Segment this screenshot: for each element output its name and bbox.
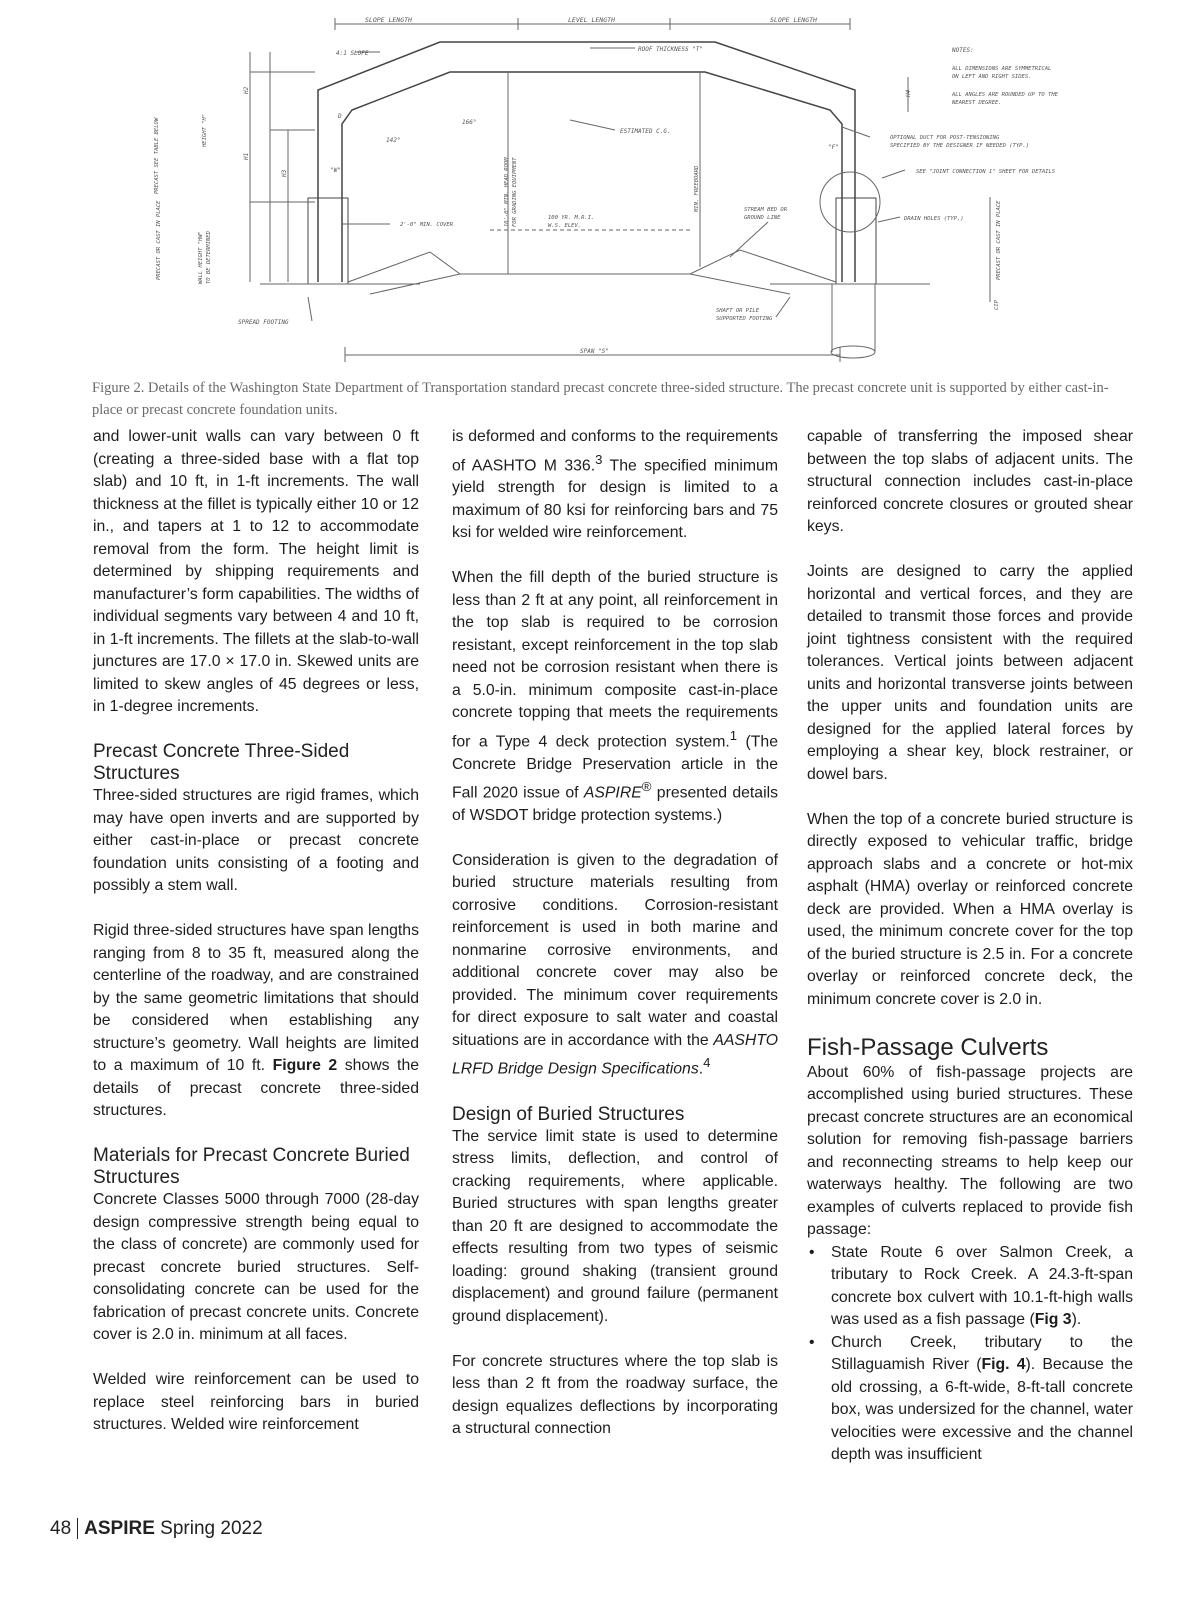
figure-label-spread-footing: SPREAD FOOTING [238, 319, 289, 326]
figure-label-w: "W" [330, 167, 341, 174]
section-heading-three-sided: Precast Concrete Three-Sided Structures [93, 741, 350, 784]
punctuation: . [698, 1060, 704, 1078]
list-item [807, 1332, 1133, 1467]
figure-label-precast-see-table: PRECAST SEE TABLE BELOW [154, 117, 160, 194]
figure-label-d: D [338, 113, 342, 120]
figure-caption: Figure 2. Details of the Washington State Department of Transportation standard precast concrete three-sided structure. The precast concrete unit is supported by either cast-in-place or precast concrete foundation units. [92, 380, 1109, 418]
list-item [807, 1242, 1133, 1332]
reference-superscript: 4 [703, 1055, 711, 1071]
figure-label-angle-166: 166° [462, 119, 477, 126]
figure-label-optional-duct-b: SPECIFIED BY THE DESIGNER IF NEEDED (TYP.) [890, 143, 1030, 149]
figure-label-notes-title: NOTES: [952, 47, 974, 54]
figure-label-note2b: NEAREST DEGREE. [952, 100, 1002, 106]
paragraph-text: (The Concrete Bridge Preservation article in the Fall 2020 issue of [452, 733, 778, 802]
section-heading-fish-passage: Fish-Passage Culverts [807, 1033, 1049, 1061]
reference-superscript: 1 [729, 727, 738, 743]
paragraph: Three-sided structures are rigid frames, which may have open inverts and are supported by either cast-in-place or precast concrete foundation units consisting of a footing and possibly a stem wall. [93, 787, 419, 894]
figure-label-level-length: LEVEL LENGTH [568, 16, 615, 24]
paragraph: When the top of a concrete buried structure is directly exposed to vehicular traffic, bridge approach slabs and a concrete or hot-mix asphalt (HMA) overlay or reinforced concrete deck are provided. When a HMA overlay is used, the minimum concrete cover for the top of the buried structure is 2.5 in. For a concrete overlay or reinforced concrete deck, the minimum concrete cover is 2.0 in. [807, 810, 1133, 1008]
figure-reference: Fig. 4 [981, 1356, 1026, 1373]
figure-label-precast-or-cip-left: PRECAST OR CAST IN PLACE [156, 200, 162, 280]
specification-title: AASHTO LRFD Bridge Design Specifications [452, 1031, 778, 1078]
page-number: 48 [50, 1518, 78, 1539]
figure-label-h4: H4 [905, 89, 912, 97]
figure-label-note1b: ON LEFT AND RIGHT SIDES. [952, 74, 1032, 80]
figure-reference: Fig 3 [1034, 1311, 1072, 1328]
paragraph: and lower-unit walls can vary between 0 ft (creating a three-sided base with a flat top slab) and 10 ft, in 1-ft increments. The wall thickness at the fillet is typically either 10 or 12 in., and tapers at 1 to 12 to accommodate removal from the form. The height limit is determined by shipping requirements and manufacturer’s form capabilities. The widths of individual segments vary between 4 and 10 ft, in 1-ft increments. The fillets at the slab-to-wall junctures are 17.0 × 17.0 in. Skewed units are limited to skew angles of 45 degrees or less, in 1-degree increments. [93, 428, 419, 715]
paragraph-text: is deformed and conforms to the requirements of AASHTO M 336. [452, 428, 778, 474]
figure-label-stream-bed-a: STREAM BED OR [744, 207, 788, 213]
paragraph: Welded wire reinforcement can be used to replace steel reinforcing bars in buried structures. Welded wire reinforcement [93, 1371, 419, 1433]
paragraph: About 60% of fish-passage projects are accomplished using buried structures. These precast concrete structures are an economical solution for removing fish-passage barriers and reconnecting streams to help keep our waterways healthy. The following are two examples of culverts replaced to provide fish passage: [807, 1063, 1133, 1238]
paragraph-text: Consideration is given to the degradation of buried structure materials resulting from corrosive conditions. Corrosion-resistant reinforcement is used in both marine and nonmarine corrosive environments, and additional concrete cover may also be provided. The minimum cover requirements for direct exposure to salt water and coastal situations are in accordance with the [452, 851, 778, 1049]
figure-label-shaft-b: SUPPORTED FOOTING [716, 316, 773, 322]
section-heading-materials: Materials for Precast Concrete Buried Structures [93, 1145, 410, 1188]
figure-label-headroom-b: FOR GRADING EQUIPMENT [512, 157, 518, 227]
paragraph [452, 850, 778, 1081]
issue-label: Spring 2022 [160, 1518, 263, 1539]
figure-label-shaft-a: SHAFT OR PILE [716, 308, 760, 314]
magazine-name-italic: ASPIRE [583, 784, 642, 802]
figure-label-stream-bed-b: GROUND LINE [744, 215, 781, 221]
paragraph: Concrete Classes 5000 through 7000 (28-day design compressive strength being equal to the class of concrete) are commonly used for precast concrete buried structures. Self-consolidating concrete can be used for the fabrication of precast concrete units. Concrete cover is 2.0 in. minimum at all faces. [93, 1191, 419, 1343]
figure-label-mri-b: W.S. ELEV. [548, 223, 582, 229]
figure-label-slope: 4:1 SLOPE [336, 50, 369, 57]
figure-label-precast-or-cip-right: PRECAST OR CAST IN PLACE [996, 200, 1002, 280]
list-item-text: ). Because the old crossing, a 6-ft-wide, 8-ft-tall concrete box, was undersized for the channel, water velocities were excessive and the channel depth was insufficient [831, 1356, 1133, 1463]
figure-label-f: "F" [828, 144, 839, 151]
figure-label-span: SPAN "S" [580, 348, 609, 355]
paragraph: capable of transferring the imposed shear between the top slabs of adjacent units. The structural connection includes cast-in-place reinforced concrete closures or grouted shear keys. [807, 428, 1133, 535]
paragraph [452, 567, 778, 827]
paragraph-text: The specified minimum yield strength for design is limited to a maximum of 80 ksi for reinforcing bars and 75 ksi for welded wire reinforcement. [452, 456, 778, 542]
figure-label-wall-height-a: WALL HEIGHT "HW" [198, 231, 204, 284]
paragraph-text: presented details of WSDOT bridge protection systems.) [452, 784, 778, 824]
figure-label-mri-a: 100 YR. M.R.I. [548, 215, 595, 221]
article-column-3 [807, 426, 1133, 1467]
example-list [807, 1242, 1133, 1467]
figure-label-h2: H2 [243, 86, 250, 94]
list-item-text: Church Creek, tributary to the Stillaguamish River ( [831, 1333, 1133, 1373]
page-footer [50, 1518, 263, 1540]
figure-label-headroom-a: 10'-0" MIN. HEAD ROOM [504, 157, 510, 227]
figure-label-height-h: HEIGHT "H" [202, 113, 208, 147]
figure-label-h1: H1 [243, 152, 250, 160]
list-item-text: State Route 6 over Salmon Creek, a tributary to Rock Creek. A 24.3-ft-span concrete box culvert with 10.1-ft-high walls was used as a fish passage ( [831, 1243, 1133, 1328]
figure-reference: Figure 2 [272, 1057, 338, 1074]
figure-label-angle-142: 142° [386, 137, 401, 144]
figure-label-wall-height-b: TO BE DETERMINED [206, 231, 212, 284]
figure-label-slope-length-right: SLOPE LENGTH [770, 16, 817, 24]
reference-superscript: 3 [595, 451, 603, 467]
paragraph: Joints are designed to carry the applied horizontal and vertical forces, and they are detailed to transmit those forces and provide joint tightness consistent with the required tolerances. Vertical joints between adjacent units and horizontal transverse joints between the upper units and foundation units are designed for the applied lateral forces by employing a shear key, block restrainer, or dowel bars. [807, 563, 1133, 783]
article-column-1 [93, 426, 419, 1459]
figure-label-roof-thickness: ROOF THICKNESS "T" [638, 46, 704, 53]
paragraph-text: shows the details of precast concrete three-sided structures. [93, 1057, 420, 1119]
figure-label-note2a: ALL ANGLES ARE ROUNDED UP TO THE [952, 92, 1058, 98]
figure-label-cip: CIP [994, 300, 1000, 310]
article-column-2 [452, 426, 778, 1463]
figure-label-optional-duct-a: OPTIONAL DUCT FOR POST-TENSIONING [890, 135, 1000, 141]
figure-label-note1a: ALL DIMENSIONS ARE SYMMETRICAL [952, 66, 1052, 72]
list-item-text: ). [1071, 1311, 1082, 1328]
figure-label-joint-connection: SEE "JOINT CONNECTION 1" SHEET FOR DETAILS [916, 169, 1056, 175]
paragraph [452, 426, 778, 545]
figure-label-h3: H3 [281, 169, 288, 177]
paragraph-text: When the fill depth of the buried structure is less than 2 ft at any point, all reinforcement in the top slab is required to be corrosion resistant, except reinforcement in the top slab need not be corrosion resistant when there is a 5.0-in. minimum composite cast-in-place concrete topping that meets the requirements for a Type 4 deck protection system. [452, 569, 778, 751]
registered-mark: ® [641, 779, 652, 795]
paragraph: For concrete structures where the top slab is less than 2 ft from the roadway surface, the design equalizes deflections by incorporating a structural connection [452, 1352, 778, 1438]
section-heading-design: Design of Buried Structures [452, 1103, 685, 1125]
paragraph [93, 920, 419, 1123]
figure-label-drain-holes: DRAIN HOLES (TYP.) [904, 216, 964, 222]
figure-label-slope-length-left: SLOPE LENGTH [365, 16, 412, 24]
magazine-name: ASPIRE [84, 1518, 155, 1539]
figure-label-min-cover: 2'-0" MIN. COVER [400, 222, 453, 228]
paragraph: The service limit state is used to determine stress limits, deflection, and control of cracking requirements, where applicable. Buried structures with span lengths greater than 20 ft are designed to accommodate the effects resulting from two types of seismic loading: ground shaking (transient ground displacement) and ground failure (permanent ground displacement). [452, 1127, 778, 1325]
figure-label-estimated-cg: ESTIMATED C.G. [620, 128, 671, 135]
figure-label-freeboard: MIN. FREEBOARD [694, 165, 700, 212]
figure-2-drawing [130, 12, 1120, 367]
paragraph-text: Rigid three-sided structures have span lengths ranging from 8 to 35 ft, measured along the centerline of the roadway, and are constrained by the same geometric limitations that should be considered when establishing any structure’s geometry. Wall heights are limited to a maximum of 10 ft. [93, 922, 419, 1074]
